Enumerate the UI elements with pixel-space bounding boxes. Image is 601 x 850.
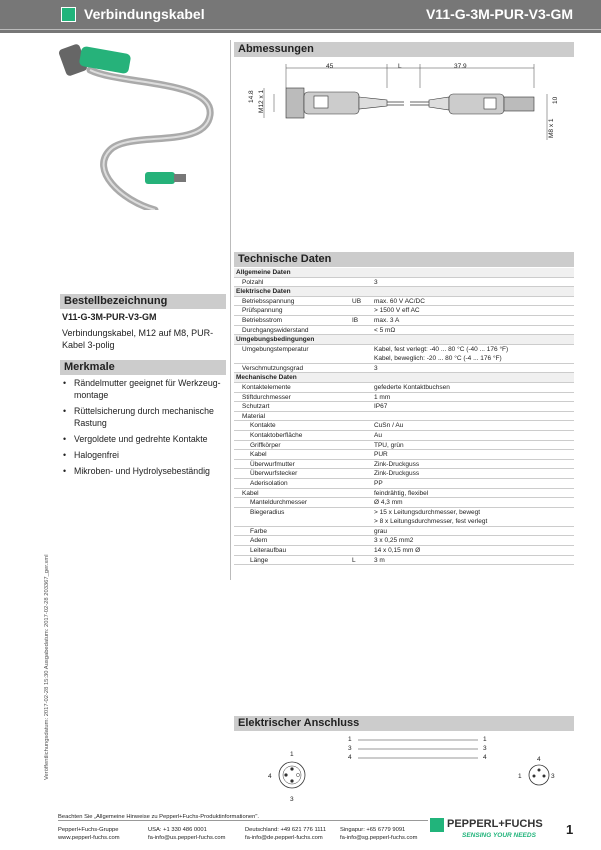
row-label: Überwurfmutter [250, 460, 295, 468]
table-row [234, 306, 574, 316]
row-label: Verschmutzungsgrad [242, 364, 304, 372]
table-row [234, 479, 574, 489]
table-row [234, 508, 574, 527]
list-item: • Rüttelsicherung durch mechanische Rastung [60, 405, 228, 429]
section-electrical: Elektrischer Anschluss [234, 716, 574, 731]
m12-pin-bottom: 3 [290, 796, 294, 803]
row-value: Kabel, fest verlegt: -40 ... 80 °C (-40 ... 176 °F) Kabel, beweglich: -20 ... 80 °C (-4 ... 176 °F) [374, 345, 509, 363]
row-value: grau [374, 527, 388, 535]
wire-pin-right-3: 3 [483, 745, 487, 752]
row-value: 3 [374, 278, 378, 286]
footer-usa-email[interactable]: fa-info@us.pepperl-fuchs.com [148, 835, 226, 841]
row-label: Allgemeine Daten [236, 269, 291, 276]
table-group-header [234, 268, 574, 278]
row-label: Biegeradius [250, 508, 285, 516]
table-row [234, 546, 574, 556]
row-value: max. 60 V AC/DC [374, 297, 425, 305]
page-header [0, 0, 601, 33]
row-value: > 15 x Leitungsdurchmesser, bewegt > 8 x Leitungsdurchmesser, fest verlegt [374, 508, 488, 526]
table-row [234, 421, 574, 431]
row-label: Farbe [250, 527, 267, 535]
row-label: Kontaktoberfläche [250, 432, 303, 439]
row-symbol: L [352, 556, 356, 564]
footer-group: Pepperl+Fuchs-Gruppe [58, 827, 119, 833]
dim-10: 10 [552, 96, 559, 104]
table-row [234, 498, 574, 508]
m8-pin-left: 1 [518, 773, 522, 780]
row-value: 14 x 0,15 mm Ø [374, 547, 421, 554]
list-item: • Rändelmutter geeignet für Werkzeug-montage [60, 377, 228, 401]
table-row [234, 393, 574, 403]
row-label: Kabel [250, 451, 267, 459]
section-features: Merkmale [60, 360, 226, 375]
footer-de-email[interactable]: fa-info@de.pepperl-fuchs.com [245, 835, 323, 841]
wire-pin-right-1: 1 [483, 736, 487, 743]
order-description: Verbindungskabel, M12 auf M8, PUR-Kabel 3-polig [62, 328, 214, 350]
table-row [234, 441, 574, 451]
dim-L: L [398, 63, 402, 70]
row-value: PP [374, 480, 383, 487]
row-symbol: UB [352, 297, 362, 305]
footer-sg-email[interactable]: fa-info@sg.pepperl-fuchs.com [340, 835, 418, 841]
row-label: Schutzart [242, 403, 270, 411]
m12-pin-left: 4 [268, 773, 272, 780]
row-value: 3 x 0,25 mm2 [374, 537, 414, 545]
table-row [234, 383, 574, 393]
row-label: Griffkörper [250, 441, 281, 449]
row-label: Kontakte [250, 422, 276, 430]
row-value: Zink-Druckguss [374, 460, 420, 468]
row-label: Polzahl [242, 278, 264, 286]
section-technical: Technische Daten [234, 252, 574, 267]
row-label: Stiftdurchmesser [242, 393, 291, 401]
row-value: 3 m [374, 556, 385, 564]
table-row [234, 412, 574, 422]
feature-list [60, 377, 228, 481]
page-number: 1 [566, 822, 574, 837]
row-value: Au [374, 432, 382, 439]
table-row [234, 556, 574, 566]
header-title: Verbindungskabel [84, 6, 205, 22]
row-label: Kontaktelemente [242, 384, 291, 391]
dimension-drawing [234, 60, 574, 155]
row-label: Durchgangswiderstand [242, 326, 309, 334]
table-row [234, 450, 574, 460]
list-item: • Vergoldete und gedrehte Kontakte [60, 433, 228, 445]
brand-slogan: SENSING YOUR NEEDS [462, 832, 536, 839]
m8-pin-right: 3 [551, 773, 555, 780]
list-item: • Mikroben- und Hydrolysebeständig [60, 465, 228, 477]
table-row [234, 460, 574, 470]
row-value: 3 [374, 364, 378, 372]
list-item: • Halogenfrei [60, 449, 228, 461]
row-label: Länge [250, 556, 269, 564]
dim-37-9: 37.9 [454, 63, 467, 70]
product-image [50, 40, 225, 210]
row-label: Elektrische Daten [236, 288, 291, 296]
row-value: 1 mm [374, 393, 391, 401]
row-symbol: IB [352, 317, 359, 324]
row-label: Umgebungstemperatur [242, 345, 309, 353]
m8-pin-top: 4 [537, 756, 541, 763]
row-value: > 1500 V eff AC [374, 307, 420, 315]
dim-m8: M8 x 1 [548, 118, 555, 138]
wire-pin-left-1: 1 [348, 736, 352, 743]
row-value: PUR [374, 451, 388, 459]
footer-usa-phone: USA: +1 330 486 0001 [148, 827, 207, 833]
table-row [234, 364, 574, 374]
row-label: Manteldurchmesser [250, 499, 308, 507]
table-row [234, 489, 574, 499]
row-label: Kabel [242, 489, 259, 497]
table-row [234, 431, 574, 441]
table-group-header [234, 373, 574, 383]
table-row [234, 345, 574, 364]
row-value: gefederte Kontaktbuchsen [374, 384, 450, 391]
row-label: Aderisolation [250, 480, 288, 487]
wire-pin-left-3: 3 [348, 745, 352, 752]
table-row [234, 527, 574, 537]
row-label: Adern [250, 537, 268, 545]
footer-de-phone: Deutschland: +49 621 776 1111 [245, 827, 327, 833]
row-value: TPU, grün [374, 441, 404, 449]
row-value: feindrähtig, flexibel [374, 489, 429, 497]
row-value: Zink-Druckguss [374, 470, 420, 478]
section-dimensions: Abmessungen [234, 42, 574, 57]
side-publication-info: Veröffentlichungsdatum: 2017-02-28 15:30 Ausgabedatum: 2017-02-28 203367_ger.xml [44, 554, 50, 780]
footer-sg-phone: Singapur: +65 6779 9091 [340, 827, 406, 833]
footer-website[interactable]: www.pepperl-fuchs.com [58, 835, 120, 841]
row-label: Betriebsstrom [242, 317, 283, 324]
row-label: Überwurfstecker [250, 470, 298, 478]
row-value: < 5 mΩ [374, 326, 396, 334]
row-label: Prüfspannung [242, 307, 283, 315]
order-code: V11-G-3M-PUR-V3-GM [62, 312, 157, 322]
dim-14-8: 14.8 [248, 90, 255, 103]
wire-pin-left-4: 4 [348, 754, 352, 761]
m12-pin-top: 1 [290, 751, 294, 758]
section-order: Bestellbezeichnung [60, 294, 226, 309]
table-row [234, 402, 574, 412]
table-group-header [234, 335, 574, 345]
table-row [234, 536, 574, 546]
wire-pin-right-4: 4 [483, 754, 487, 761]
row-label: Betriebsspannung [242, 297, 295, 305]
row-label: Leiteraufbau [250, 547, 287, 554]
table-row [234, 278, 574, 288]
row-value: Ø 4,3 mm [374, 499, 403, 507]
row-value: max. 3 A [374, 317, 400, 324]
header-product-code: V11-G-3M-PUR-V3-GM [425, 6, 573, 22]
table-row [234, 297, 574, 307]
wiring-diagram [234, 735, 574, 805]
table-row [234, 326, 574, 336]
footer-note: Beachten Sie „Allgemeine Hinweise zu Pepperl+Fuchs-Produktinformationen". [58, 814, 260, 820]
row-label: Material [242, 412, 266, 420]
row-label: Umgebungsbedingungen [236, 336, 315, 344]
brand-name: PEPPERL+FUCHS [447, 818, 543, 830]
brand-logo-icon [430, 818, 444, 832]
row-value: CuSn / Au [374, 422, 404, 430]
dim-m12: M12 x 1 [258, 89, 265, 113]
table-row [234, 316, 574, 326]
table-row [234, 469, 574, 479]
header-logo-square [61, 7, 76, 22]
row-label: Mechanische Daten [236, 374, 297, 382]
dim-45: 45 [326, 63, 334, 70]
table-group-header [234, 287, 574, 297]
row-value: IP67 [374, 403, 388, 411]
